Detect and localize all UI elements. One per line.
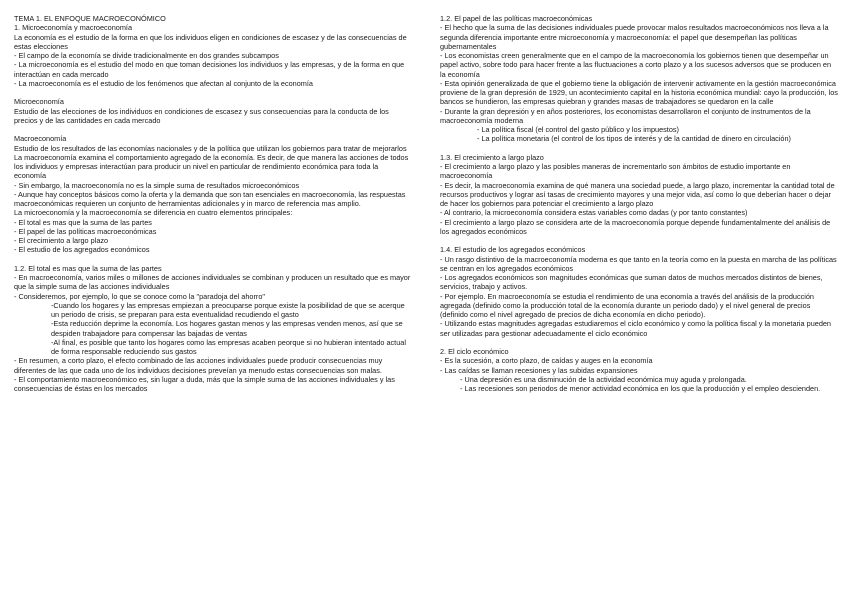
text-line: Estudio de los resultados de las economías nacionales y de la política que utilizan los gobiernos para tratar de mejorarlos xyxy=(14,143,407,153)
paragraph-gap xyxy=(440,144,838,153)
text-line: - La microeconomía es el estudio del modo en que toman decisiones los individuos y las empresas, y de la forma en que interactúan en cada mercado xyxy=(14,60,405,79)
text-line: 1.2. El papel de las políticas macroeconómicas xyxy=(440,14,593,23)
indented-bullet: -Esta reducción deprime la economía. Los hogares gastan menos y las empresas venden menos, así que se despiden trabajadore para compensar las bajadas de ventas xyxy=(51,319,403,338)
text-line: - El estudio de los agregados económicos xyxy=(14,245,150,255)
indented-bullet: -Cuando los hogares y las empresas empiezan a preocuparse porque existe la posibilidad de que se acerque un periodo de crisis, se preparan para esta eventualidad recudiendo el gasto xyxy=(51,300,405,319)
text-line: - El papel de las políticas macroeconómicas xyxy=(14,226,157,236)
text-line: 2. El ciclo económico xyxy=(440,347,509,356)
text-line: Estudio de las elecciones de los individuos en condiciones de escasez y sus consecuencias para la conducta de los precios y de las cantidades en cada mercado xyxy=(14,106,389,125)
text-line: - En macroeconomía, varios miles o millones de acciones individuales se combinan y producen un resultado que es mayor que la simple suma de las acciones individuales xyxy=(14,273,411,292)
paragraph-gap xyxy=(14,125,412,134)
text-line: - Al contrario, la microeconomía considera estas variables como dadas (y por tanto constantes) xyxy=(440,208,748,218)
text-line: - Consideremos, por ejemplo, lo que se conoce como la "paradoja del ahorro" xyxy=(14,291,265,301)
text-line: La microeconomía y la macroeconomía se diferencia en cuatro elementos principales: xyxy=(14,208,293,218)
text-line: - El hecho que la suma de las decisiones individuales puede provocar malos resultados macroeconómicos nos lleva a la segunda diferencia importante entre microeconomía y macroeconomía: el papel que desempeñan las políticas gubernamentales xyxy=(440,23,829,51)
indented-bullet: - Una depresión es una disminución de la actividad económica muy aguda y prolongada. xyxy=(460,374,747,384)
text-line: - Es decir, la macroeconomía examina de qué manera una sociedad puede, a largo plazo, incrementar la cantidad total de recursos productivos y lograr así tasas de crecimiento mayores y una mejor vida, así como lo que deberían hacer o dejar de hacer los gobiernos para potenciar el crecimiento a largo plazo xyxy=(440,180,835,208)
text-line: - Las caídas se llaman recesiones y las subidas expansiones xyxy=(440,365,638,375)
text-line: - Los economistas creen generalmente que en el campo de la macroeconomía los gobiernos tienen que desempeñar un papel activo, sobre todo para hacer frente a las fluctuaciones a corto plazo y a los sucesos adversos que se producen en la economía xyxy=(440,51,832,79)
text-line: - Un rasgo distintivo de la macroeconomía moderna es que tanto en la teoría como en la puesta en marcha de las políticas se centran en los agregados económicos xyxy=(440,254,837,273)
indented-bullet: - La política fiscal (el control del gasto público y los impuestos) xyxy=(477,125,679,134)
text-line: - Sin embargo, la macroeconomía no es la simple suma de resultados microeconómicos xyxy=(14,180,300,190)
text-line: - La macroeconomía es el estudio de los fenómenos que afectan al conjunto de la economía xyxy=(14,78,313,88)
text-line: - El crecimiento a largo plazo y las posibles maneras de incrementarlo son ámbitos de estudio importante en macroeconomía xyxy=(440,162,791,181)
paragraph-gap xyxy=(14,88,412,97)
text-line: - Esta opinión generalizada de que el gobierno tiene la obligación de intervenir activamente en la gestión macroeconómica proviene de la gran depresión de 1929, un acontecimiento capital en la historia económica mundial: cayo la producción, los bancos se hundieron, las empresas quiebran y grandes masas de trabajadores se quedaron en la calle xyxy=(440,78,838,107)
paragraph-gap xyxy=(14,255,412,264)
text-line: La macroeconomía examina el comportamiento agregado de la economía. Es decir, de que manera las acciones de todos los individuos y empresas interactúan para producir un nivel en particular de rendimiento económica para toda la economía xyxy=(14,152,409,181)
text-line: - El total es mas que la suma de las partes xyxy=(14,217,152,227)
text-line: - Es la sucesión, a corto plazo, de caídas y auges en la economía xyxy=(440,356,653,366)
indented-bullet: -Al final, es posible que tanto los hogares como las empresas acaben peorque si no hubieran intentado actual de forma responsable reduciendo sus gastos xyxy=(51,337,406,356)
text-line: - El comportamiento macroeconómico es, sin lugar a duda, más que la simple suma de las acciones individuales y las consecuencias de éstas en los mercados xyxy=(14,374,395,393)
text-line: 1.4. El estudio de los agregados económicos xyxy=(440,245,586,255)
text-line: 1. Microeconomía y macroeconomía xyxy=(14,23,133,33)
text-line: - Aunque hay conceptos básicos como la oferta y la demanda que son tan esenciales en macroeconomía, las respuestas macroeconómicas requieren un conjunto de herramientas adicionales y in marco de referencia mas amplio. xyxy=(14,189,406,208)
paragraph-gap xyxy=(440,338,838,347)
indented-bullet: - Las recesiones son periodos de menor actividad económica en los que la producción y el empleo descienden. xyxy=(460,384,821,393)
text-line: La economía es el estudio de la forma en que los individuos eligen en condiciones de escasez y de las consecuencias de estas elecciones xyxy=(14,32,407,51)
text-line: Microeconomía xyxy=(14,97,64,107)
text-line: - Los agregados económicos son magnitudes económicas que suman datos de muchos mercados distintos de bienes, servicios, trabajo y activos. xyxy=(440,273,823,292)
notes-left-column xyxy=(14,14,412,393)
text-line: Macroeconomía xyxy=(14,134,67,144)
notes-right-column xyxy=(440,14,838,393)
indented-bullet: - La política monetaria (el control de los tipos de interés y de la cantidad de dinero en circulación) xyxy=(477,134,791,144)
text-line: - El crecimiento a largo plazo se considera arte de la macroeconomía porque depende fundamentalmente del análisis de los agregados económicos xyxy=(440,217,831,236)
text-line: - Durante la gran depresión y en años posteriores, los economistas desarrollaron el conjunto de instrumentos de la macroeconomía moderna xyxy=(440,106,811,125)
text-line: 1.3. El crecimiento a largo plazo xyxy=(440,152,544,162)
text-line: - En resumen, a corto plazo, el efecto combinado de las acciones individuales puede producir consecuencias muy diferentes de las que cada uno de los individuos decisiones preveían ya menudo estas consecuencias son malas. xyxy=(14,356,383,375)
text-line: TEMA 1. EL ENFOQUE MACROECONÓMICO xyxy=(14,14,166,23)
text-line: - Utilizando estas magnitudes agregadas estudiaremos el ciclo económico y como la política fiscal y la monetaria pueden ser utilizadas para gestionar adecuadamente el ciclo económico xyxy=(440,319,831,338)
text-line: - El campo de la economía se divide tradicionalmente en dos grandes subcampos xyxy=(14,51,279,60)
text-line: - Por ejemplo. En macroeconomía se estudia el rendimiento de una economía a través del análisis de la producción agregada (definido como la producción total de la economía durante un periodo dado) y el nivel general de precios (definido como el nivel agregado de precios de dicha economía en dicho periodo). xyxy=(440,291,814,319)
text-line: - El crecimiento a largo plazo xyxy=(14,236,109,245)
paragraph-gap xyxy=(440,236,838,245)
text-line: 1.2. El total es mas que la suma de las partes xyxy=(14,263,162,273)
